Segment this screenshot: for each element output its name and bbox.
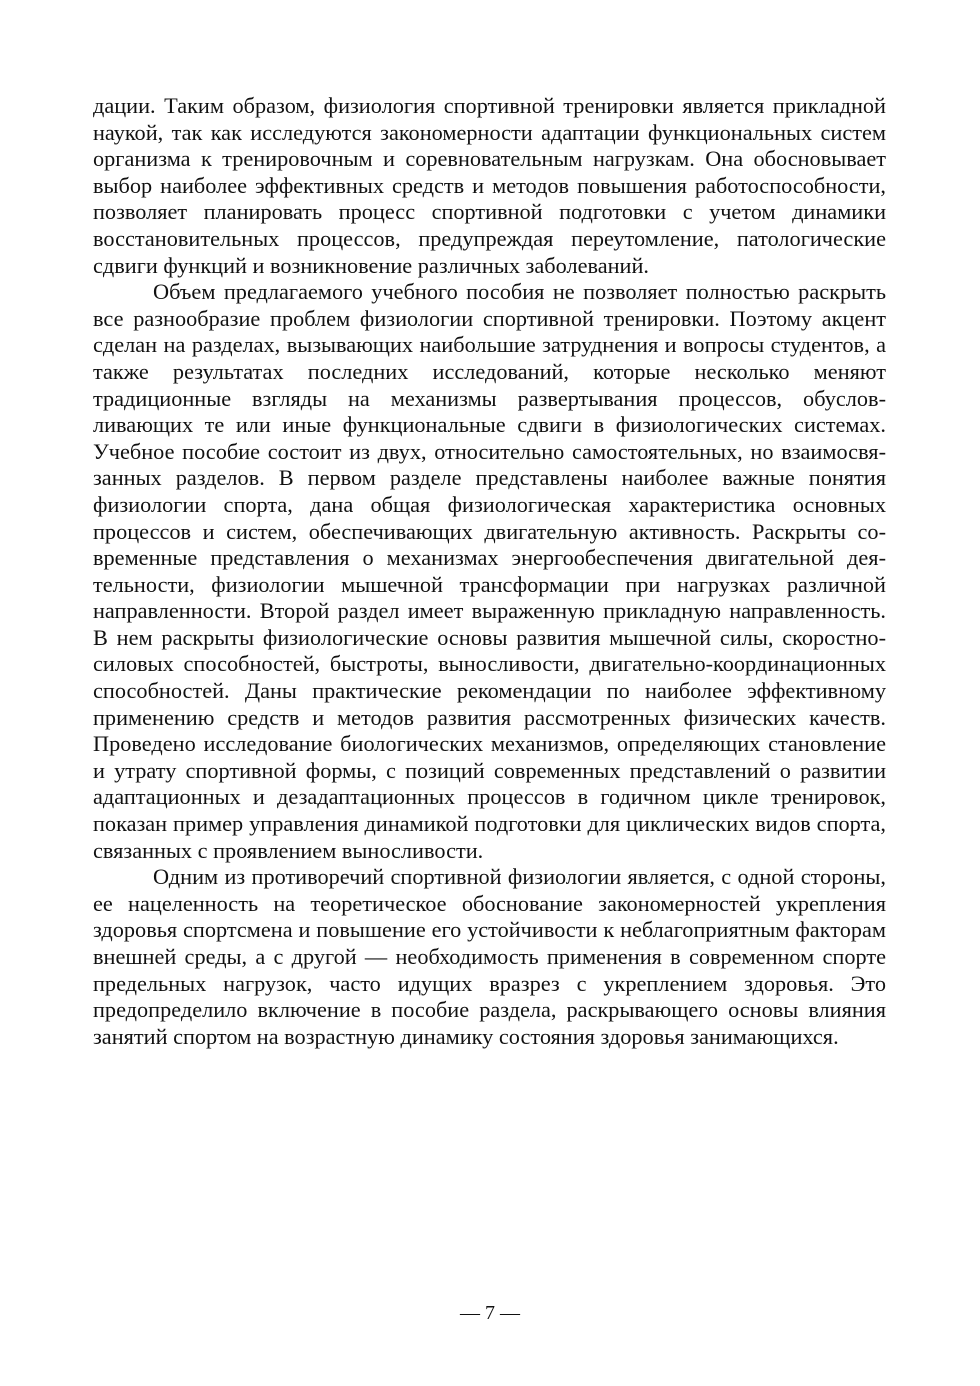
paragraph-3: Одним из противоречий спортивной физиологии является, с одной стороны, ее нацеленность на теоретическое обоснование закономерностей укрепления здоровья спортсмена и повышение его устойчивости к неблагоприятным факторам внешней среды, а с другой — необходимость применения в современном спорте предельных нагрузок, часто идущих вразрез с укреплением здоровья. Это предопределило включение в пособие раздела, раскрывающего основы влияния занятий спортом на возрастную динамику состояния здоровья занимающихся.: [93, 864, 886, 1049]
paragraph-1: дации. Таким образом, физиология спортивной тренировки является прикладной наукой, так как исследуются закономерности адаптации функциональных систем организма к тренировочным и соревновательным нагрузкам. Она обосновывает выбор наиболее эффективных средств и методов повышения работоспособности, позволяет планировать процесс спортивной подготовки с учетом динамики восстановительных процессов, предупреждая переутомление, патологические сдвиги функций и возникновение различных заболеваний.: [93, 93, 886, 278]
page-body: [93, 93, 886, 1050]
paragraph-2: Объем предлагаемого учебного пособия не позволяет полностью раскрыть все разнообразие проблем физиологии спортивной тренировки. Поэтому акцент сделан на разделах, вызывающих наибольшие затруднения и вопросы студентов, а также результатах последних исследований, которые несколько меняют традиционные взгляды на механизмы развертывания процессов, обусловливающих те или иные функциональные сдвиги в физиологических системах. Учебное пособие состоит из двух, относительно самостоятельных, но взаимосвязанных разделов. В первом разделе представлены наиболее важные понятия физиологии спорта, дана общая физиологическая характеристика основных процессов и систем, обеспечивающих двигательную активность. Раскрыты современные представления о механизмах энергообеспечения двигательной деятельности, физиологии мышечной трансформации при нагрузках различной направленности. Второй раздел имеет выраженную прикладную направленность. В нем раскрыты физиологические основы развития мышечной силы, скоростно-силовых способностей, быстроты, выносливости, двигательно-координационных способностей. Даны практические рекомендации по наиболее эффективному применению средств и методов развития рассмотренных физических качеств. Проведено исследование биологических механизмов, определяющих становление и утрату спортивной формы, с позиций современных представлений о развитии адаптационных и дезадаптационных процессов в годичном цикле тренировок, показан пример управления динамикой подготовки для циклических видов спорта, связанных с проявлением выносливости.: [93, 279, 886, 863]
page-number: — 7 —: [460, 1302, 520, 1324]
